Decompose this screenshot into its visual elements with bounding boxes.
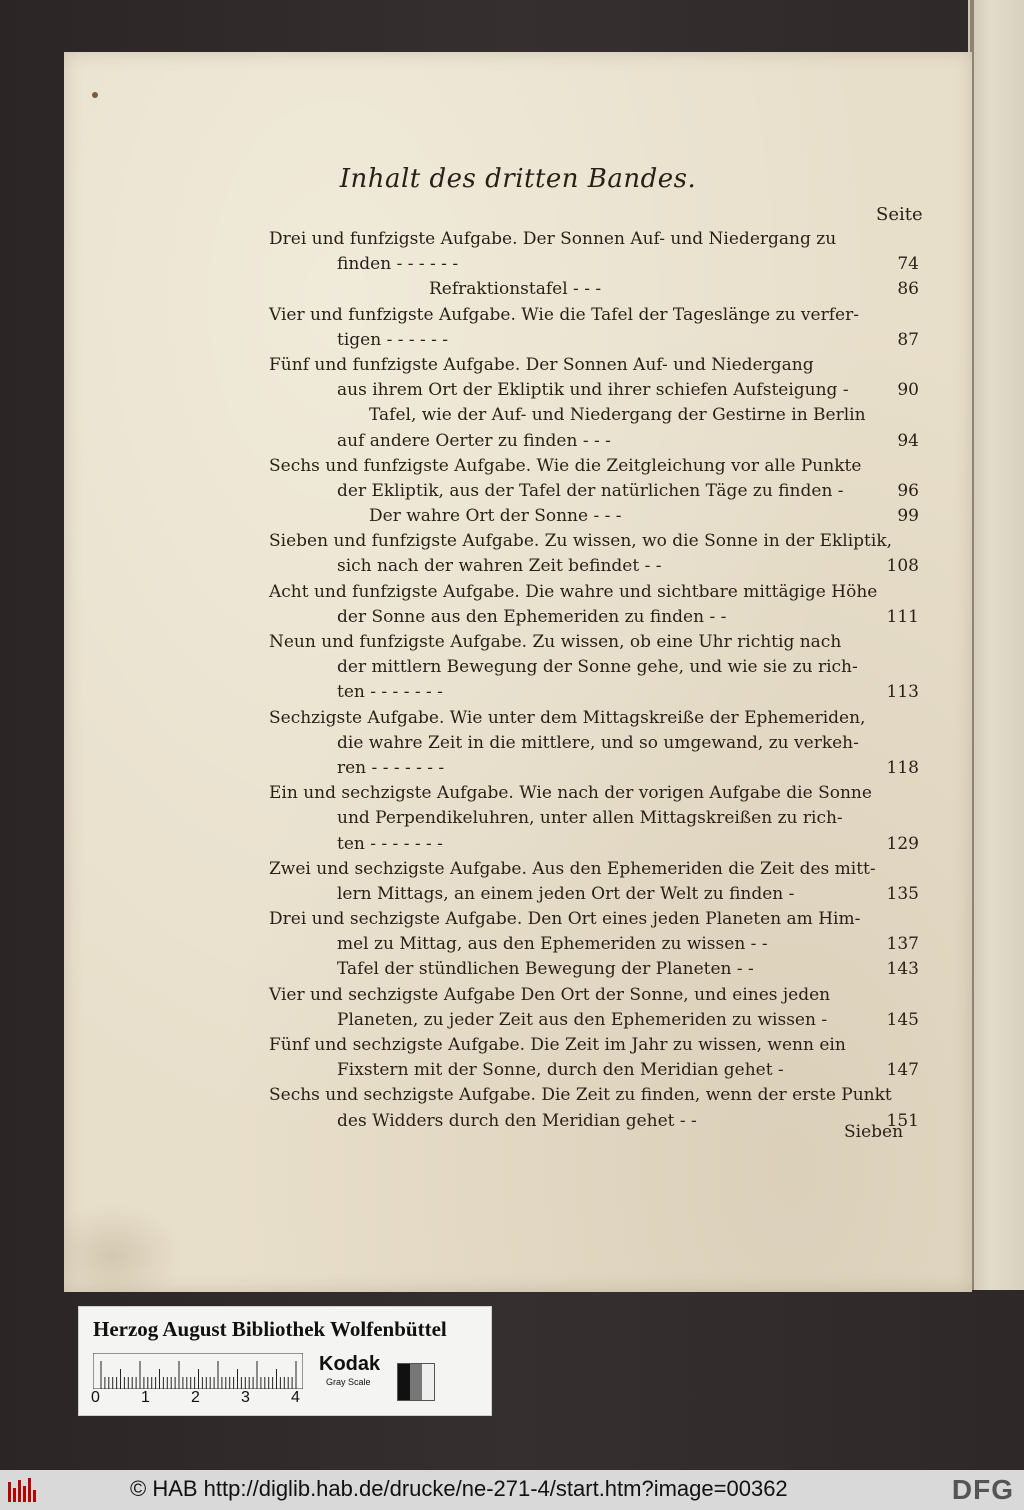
toc-line bbox=[269, 983, 919, 1008]
toc-entry-text: der Ekliptik, aus der Tafel der natürlichen Täge zu finden - bbox=[337, 480, 844, 501]
page-title: Inhalt des dritten Bandes. bbox=[339, 164, 697, 194]
gray-scale-label: Gray Scale bbox=[326, 1377, 371, 1387]
toc-entry-text: Tafel, wie der Auf- und Niedergang der Gestirne in Berlin bbox=[369, 405, 866, 426]
toc-line bbox=[269, 932, 919, 957]
toc-entry-text: und Perpendikeluhren, unter allen Mittagskreißen zu rich- bbox=[337, 808, 843, 829]
toc-page-number: 129 bbox=[886, 833, 919, 854]
toc-page-number: 90 bbox=[897, 380, 919, 401]
book-page bbox=[64, 52, 972, 1292]
toc-line bbox=[269, 1109, 919, 1134]
toc-page-number: 113 bbox=[886, 682, 919, 703]
toc-entry-text: tigen - - - - - - bbox=[337, 329, 449, 350]
toc-entry-text: Vier und funfzigste Aufgabe. Wie die Tafel der Tageslänge zu verfer- bbox=[269, 304, 859, 325]
toc-page-number: 137 bbox=[886, 934, 919, 955]
gray-swatch bbox=[397, 1363, 435, 1401]
toc-entry-text: aus ihrem Ort der Ekliptik und ihrer schiefen Aufsteigung - bbox=[337, 380, 849, 401]
ruler bbox=[93, 1353, 303, 1389]
ruler-number: 2 bbox=[191, 1389, 200, 1406]
toc-line bbox=[269, 605, 919, 630]
toc-entry-text: Neun und funfzigste Aufgabe. Zu wissen, ob eine Uhr richtig nach bbox=[269, 632, 842, 652]
toc-line bbox=[269, 504, 919, 529]
toc-entry-text: mel zu Mittag, aus den Ephemeriden zu wissen - - bbox=[337, 934, 768, 955]
ruler-number: 0 bbox=[91, 1389, 100, 1406]
toc-entry-text: Sechs und sechzigste Aufgabe. Die Zeit zu finden, wenn der erste Punkt bbox=[269, 1085, 892, 1106]
toc-line bbox=[269, 328, 919, 353]
toc-line bbox=[269, 353, 919, 378]
toc-entry-text: die wahre Zeit in die mittlere, und so umgewand, zu verkeh- bbox=[337, 732, 859, 753]
toc-line bbox=[269, 1083, 919, 1108]
toc-entry-text: des Widders durch den Meridian gehet - - bbox=[337, 1110, 697, 1131]
footer-bar bbox=[0, 1470, 1024, 1510]
ruler-number: 4 bbox=[291, 1389, 300, 1406]
ruler-numbers bbox=[91, 1389, 311, 1409]
toc-page-number: 108 bbox=[886, 556, 919, 577]
toc-entry-text: sich nach der wahren Zeit befindet - - bbox=[337, 556, 662, 577]
toc-page-number: 143 bbox=[886, 959, 919, 980]
toc-entry-text: lern Mittags, an einem jeden Ort der Welt zu finden - bbox=[337, 883, 795, 904]
toc-line bbox=[269, 303, 919, 328]
toc-page-number: 87 bbox=[897, 329, 919, 350]
table-of-contents bbox=[269, 227, 919, 1134]
toc-line bbox=[269, 479, 919, 504]
toc-line bbox=[269, 529, 919, 554]
toc-page-number: 145 bbox=[886, 1009, 919, 1030]
toc-line bbox=[269, 731, 919, 756]
toc-line bbox=[269, 252, 919, 277]
toc-page-number: 99 bbox=[897, 506, 919, 527]
toc-page-number: 151 bbox=[886, 1110, 919, 1131]
toc-entry-text: Refraktionstafel - - - bbox=[429, 279, 602, 300]
toc-entry-text: Zwei und sechzigste Aufgabe. Aus den Ephemeriden die Zeit des mitt- bbox=[269, 858, 876, 879]
color-scale-card bbox=[78, 1306, 492, 1416]
kodak-brand: Kodak bbox=[319, 1353, 381, 1375]
toc-entry-text: Fünf und sechzigste Aufgabe. Die Zeit im Jahr zu wissen, wenn ein bbox=[269, 1035, 846, 1055]
toc-entry-text: Planeten, zu jeder Zeit aus den Ephemeriden zu wissen - bbox=[337, 1009, 828, 1030]
toc-entry-text: Ein und sechzigste Aufgabe. Wie nach der vorigen Aufgabe die Sonne bbox=[269, 783, 872, 804]
library-name: Herzog August Bibliothek Wolfenbüttel bbox=[93, 1317, 447, 1341]
toc-entry-text: Fixstern mit der Sonne, durch den Meridian gehet - bbox=[337, 1060, 784, 1081]
toc-line bbox=[269, 1058, 919, 1083]
toc-line bbox=[269, 403, 919, 428]
hab-logo-icon bbox=[8, 1478, 38, 1502]
toc-entry-text: Sechzigste Aufgabe. Wie unter dem Mittagskreiße der Ephemeriden, bbox=[269, 707, 866, 728]
toc-line bbox=[269, 429, 919, 454]
toc-entry-text: der mittlern Bewegung der Sonne gehe, und wie sie zu rich- bbox=[337, 657, 858, 678]
toc-entry-text: Der wahre Ort der Sonne - - - bbox=[369, 506, 622, 527]
toc-line bbox=[269, 1008, 919, 1033]
toc-line bbox=[269, 907, 919, 932]
toc-entry-text: der Sonne aus den Ephemeriden zu finden - - bbox=[337, 606, 727, 627]
facing-page-edge bbox=[968, 0, 1024, 1290]
footer-copyright-link[interactable]: © HAB http://diglib.hab.de/drucke/ne-271-4/start.htm?image=00362 bbox=[130, 1476, 788, 1501]
toc-page-number: 74 bbox=[897, 254, 919, 275]
toc-entry-text: Acht und funfzigste Aufgabe. Die wahre und sichtbare mittägige Höhe bbox=[269, 581, 878, 602]
toc-page-number: 86 bbox=[897, 279, 919, 300]
toc-page-number: 111 bbox=[886, 606, 919, 627]
toc-line bbox=[269, 957, 919, 982]
toc-line bbox=[269, 378, 919, 403]
toc-line bbox=[269, 655, 919, 680]
toc-entry-text: Drei und funfzigste Aufgabe. Der Sonnen Auf- und Niedergang zu bbox=[269, 229, 837, 249]
toc-entry-text: ren - - - - - - - bbox=[337, 757, 445, 778]
toc-page-number: 94 bbox=[897, 430, 919, 451]
page-column-header: Seite bbox=[876, 204, 923, 225]
toc-line bbox=[269, 832, 919, 857]
toc-page-number: 96 bbox=[897, 480, 919, 501]
dfg-logo: DFG bbox=[951, 1474, 1014, 1505]
toc-line bbox=[269, 1033, 919, 1058]
toc-entry-text: auf andere Oerter zu finden - - - bbox=[337, 430, 611, 451]
toc-line bbox=[269, 680, 919, 705]
toc-entry-text: Tafel der stündlichen Bewegung der Planeten - - bbox=[337, 959, 754, 980]
margin-mark bbox=[92, 92, 98, 98]
toc-page-number: 135 bbox=[886, 883, 919, 904]
toc-line bbox=[269, 882, 919, 907]
toc-line bbox=[269, 454, 919, 479]
toc-page-number: 118 bbox=[886, 757, 919, 778]
toc-entry-text: finden - - - - - - bbox=[337, 254, 459, 275]
toc-line bbox=[269, 806, 919, 831]
toc-entry-text: Vier und sechzigste Aufgabe Den Ort der Sonne, und eines jeden bbox=[269, 984, 831, 1005]
toc-line bbox=[269, 756, 919, 781]
toc-line bbox=[269, 781, 919, 806]
toc-line bbox=[269, 706, 919, 731]
toc-line bbox=[269, 580, 919, 605]
toc-line bbox=[269, 857, 919, 882]
toc-entry-text: Fünf und funfzigste Aufgabe. Der Sonnen Auf- und Niedergang bbox=[269, 354, 814, 375]
toc-page-number: 147 bbox=[886, 1060, 919, 1081]
toc-entry-text: Drei und sechzigste Aufgabe. Den Ort eines jeden Planeten am Him- bbox=[269, 909, 861, 930]
toc-entry-text: Sieben und funfzigste Aufgabe. Zu wissen, wo die Sonne in der Ekliptik, bbox=[269, 531, 893, 552]
paper-stain bbox=[64, 1202, 184, 1292]
toc-entry-text: ten - - - - - - - bbox=[337, 682, 443, 703]
toc-entry-text: Sechs und funfzigste Aufgabe. Wie die Zeitgleichung vor alle Punkte bbox=[269, 455, 862, 476]
toc-entry-text: ten - - - - - - - bbox=[337, 833, 443, 854]
toc-line bbox=[269, 554, 919, 579]
toc-line bbox=[269, 277, 919, 302]
ruler-number: 1 bbox=[141, 1389, 150, 1406]
ruler-number: 3 bbox=[241, 1389, 250, 1406]
toc-line bbox=[269, 227, 919, 252]
toc-line bbox=[269, 630, 919, 655]
catchword: Sieben bbox=[844, 1122, 904, 1142]
